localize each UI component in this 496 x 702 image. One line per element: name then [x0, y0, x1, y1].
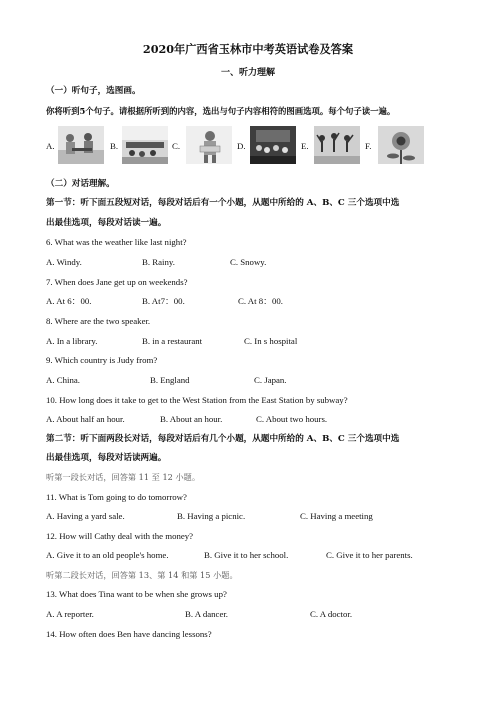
picture-label-a: A. — [46, 141, 55, 151]
question-7-option-a: A. At 6：00. — [46, 296, 92, 306]
question-13-option-c: C. A doctor. — [310, 609, 353, 619]
question-11-option-b: B. Having a picnic. — [177, 511, 246, 521]
part1-instruction: 你将听到5个句子。请根据所听到的内容，选出与句子内容相符的图画选项。每个句子读一遍。 — [46, 106, 396, 116]
sub2-instruction-line2: 出最佳选项，每段对话读两遍。 — [46, 453, 167, 463]
question-7-stem: 7. When does Jane get up on weekends? — [46, 277, 188, 287]
sub1-instruction-line1: 第一节：听下面五段短对话，每段对话后有一个小题，从题中所给的 A、B、C 三个选项中选 — [46, 198, 400, 208]
question-9-stem: 9. Which country is Judy from? — [46, 355, 158, 365]
picture-label-c: C. — [172, 141, 181, 151]
question-8-option-b: B. in a restaurant — [142, 336, 203, 346]
long-dialogue-1-intro: 听第一段长对话，回答第 11 至 12 小题。 — [46, 472, 201, 482]
question-13-stem: 13. What does Tina want to be when she grows up? — [46, 589, 227, 599]
question-13-option-a: A. A reporter. — [46, 609, 94, 619]
question-9-option-b: B. England — [150, 375, 190, 385]
question-12-stem: 12. How will Cathy deal with the money? — [46, 531, 194, 541]
question-9-option-a: A. China. — [46, 375, 80, 385]
question-9-option-c: C. Japan. — [254, 375, 287, 385]
question-12-option-a: A. Give it to an old people's home. — [46, 550, 169, 560]
question-12-option-c: C. Give it to her parents. — [326, 550, 413, 560]
long-dialogue-2-intro: 听第二段长对话，回答第 13、第 14 和第 15 小题。 — [46, 570, 238, 580]
question-6-option-b: B. Rainy. — [142, 257, 175, 267]
picture-label-b: B. — [110, 141, 119, 151]
question-10-option-c: C. About two hours. — [256, 414, 328, 424]
question-7-option-c: C. At 8：00. — [238, 296, 283, 306]
question-12-option-b: B. Give it to her school. — [204, 550, 289, 560]
question-10-stem: 10. How long does it take to get to the West Station from the East Station by subway? — [46, 395, 348, 405]
sub2-instruction-line1: 第二节：听下面两段长对话，每段对话后有几个小题，从题中所给的 A、B、C 三个选项中选 — [46, 434, 400, 444]
question-11-option-a: A. Having a yard sale. — [46, 511, 125, 521]
question-10-option-b: B. About an hour. — [160, 414, 223, 424]
question-6-option-a: A. Windy. — [46, 257, 82, 267]
picture-d-classroom-group — [250, 126, 296, 164]
question-10-option-a: A. About half an hour. — [46, 414, 125, 424]
question-7-option-b: B. At7：00. — [142, 296, 185, 306]
question-11-stem: 11. What is Tom going to do tomorrow? — [46, 492, 187, 502]
question-13-option-b: B. A dancer. — [185, 609, 229, 619]
picture-c-person-reading — [186, 126, 232, 164]
picture-b-meeting-room — [122, 126, 168, 164]
picture-e-children-celebrating — [314, 126, 360, 164]
question-11-option-c: C. Having a meeting — [300, 511, 373, 521]
question-8-stem: 8. Where are the two speaker. — [46, 316, 151, 326]
question-8-option-c: C. In s hospital — [244, 336, 298, 346]
question-6-stem: 6. What was the weather like last night? — [46, 237, 187, 247]
section-heading: 一、听力理解 — [220, 68, 275, 78]
picture-label-e: E. — [301, 141, 309, 151]
picture-label-f: F. — [365, 141, 372, 151]
part2-heading: （二）对话理解。 — [46, 179, 115, 189]
picture-label-d: D. — [237, 141, 246, 151]
question-14-stem: 14. How often does Ben have dancing lessons? — [46, 629, 212, 639]
page-title: 2020年广西省玉林市中考英语试卷及答案 — [142, 42, 354, 56]
question-6-option-c: C. Snowy. — [230, 257, 267, 267]
question-8-option-a: A. In a library. — [46, 336, 98, 346]
picture-a-students-studying — [58, 126, 104, 164]
picture-f-sunflower — [378, 126, 424, 164]
sub1-instruction-line2: 出最佳选项，每段对话读一遍。 — [46, 218, 167, 228]
part1-heading: （一）听句子，选图画。 — [46, 86, 141, 96]
